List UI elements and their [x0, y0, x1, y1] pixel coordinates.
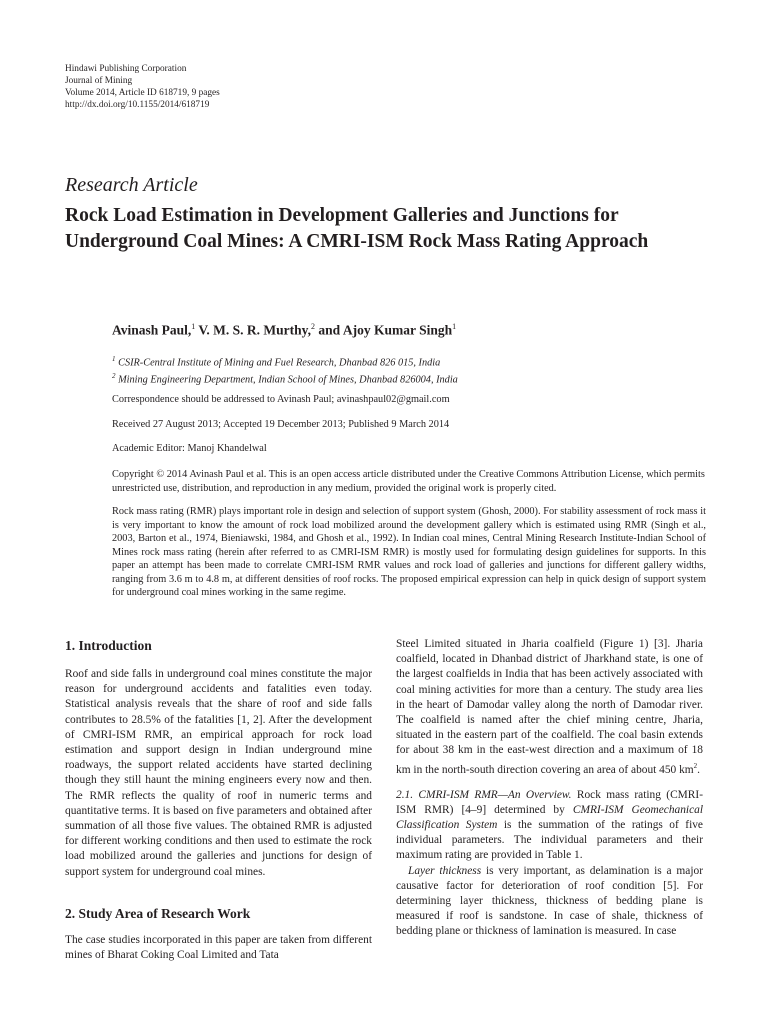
- text-run: ) [3]. Jharia coalfield, located in Dhanbad district of Jharkhand state, is one of the largest coalfields in India that has been actively associated with coal mining activities for more than a century. The study area lies in the heart of Damodar valley along the north of Damodar river. The coalfield is named after the chief mining centre, Jharia, situated in the eastern part of the coalfield. The coal basin extends for about 38 km in the east-west direction and a maximum of 18 km in the north-south direction covering an area of about 450 km: [396, 638, 703, 776]
- affiliation-marker: 1: [191, 322, 196, 331]
- author-name: V. M. S. R. Murthy,: [195, 322, 312, 338]
- right-column: [396, 637, 703, 940]
- text-run: .: [579, 849, 583, 862]
- doi-link[interactable]: http://dx.doi.org/10.1155/2014/618719: [65, 100, 210, 110]
- paper-title: Rock Load Estimation in Development Galleries and Junctions for Underground Coal Mines: A CMRI-ISM Rock Mass Rating Approach: [65, 205, 649, 252]
- table-link[interactable]: Table 1: [546, 849, 580, 862]
- affiliation-text: Mining Engineering Department, Indian School of Mines, Dhanbad 826004, India: [115, 374, 458, 386]
- affiliation-1: [112, 352, 440, 370]
- superscript: 2: [693, 761, 698, 770]
- text-run: CMRI-ISM Geomechanical Classification System: [396, 803, 704, 832]
- author-name: Avinash Paul,: [112, 322, 192, 338]
- affiliation-number: 2: [112, 372, 116, 380]
- text-run: .: [697, 763, 701, 776]
- publication-dates: Received 27 August 2013; Accepted 19 December 2013; Published 9 March 2014: [112, 419, 450, 430]
- author-name: and Ajoy Kumar Singh: [315, 322, 453, 338]
- affiliation-text: CSIR-Central Institute of Mining and Fuel Research, Dhanbad 826 015, India: [115, 357, 441, 369]
- paragraph: [396, 637, 703, 778]
- paragraph: The case studies incorporated in this paper are taken from different mines of Bharat Coking Coal Limited and Tata: [65, 934, 372, 962]
- text-run: is very important, as delamination is a major causative factor for deterioration of roof condition [5]. For determining layer thickness, thickness of bedding plane is measured if roof is sandstone. In case of shale, thickness of bedding plane or thickness of lamination is measured. In case: [396, 864, 703, 938]
- text-run: is the summation of the ratings of five individual parameters. The individual parameters and their maximum rating are provided in: [396, 819, 703, 862]
- publisher-name: Hindawi Publishing Corporation: [65, 64, 187, 74]
- affiliation-marker: 2: [311, 322, 316, 331]
- paragraph: [396, 864, 703, 940]
- author-list: [112, 322, 456, 339]
- text-run: Steel Limited situated in Jharia coalfield (: [396, 638, 604, 650]
- journal-name: Journal of Mining: [65, 76, 133, 86]
- subsection-heading: 2.1. CMRI-ISM RMR—An Overview.: [396, 788, 572, 801]
- affiliation-marker: 1: [452, 322, 457, 331]
- affiliation-number: 1: [112, 355, 116, 363]
- figure-link[interactable]: Figure 1: [603, 638, 645, 650]
- publication-info: [65, 63, 220, 111]
- text-run: Rock mass rating (CMRI-ISM RMR) [4–9] determined by: [396, 788, 703, 816]
- introduction-text: [65, 667, 372, 880]
- paragraph: Roof and side falls in underground coal mines constitute the major reason for underground accidents and fatalities even today. Statistical analysis reveals that the share of roof and side falls contributes to 28.5% of the fatalities [1, 2]. After the development of CMRI-ISM RMR, an empirical approach for rock load estimation and support design in Indian underground mine roadways, the support related accidents have started declining though they still haunt the mining engineers every now and then. The RMR reflects the quality of roof in numeric terms and quantitative terms. It is based on five parameters and obtained after summation of all those five values. The obtained RMR is adjusted for different working conditions and then used to estimate the rock load mobilized around the galleries and junctions for design of support system for underground coal mines.: [65, 668, 372, 878]
- correspondence: Correspondence should be addressed to Avinash Paul; avinashpaul02@gmail.com: [112, 394, 450, 405]
- academic-editor: Academic Editor: Manoj Khandelwal: [112, 443, 267, 454]
- text-run: Layer thickness: [408, 864, 482, 877]
- affiliation-2: [112, 369, 458, 387]
- abstract: Rock mass rating (RMR) plays important role in design and selection of support system (Ghosh, 2000). For stability assessment of rock mass it is very important to know the amount of rock load mobilized around the development gallery which is estimated using RMR (Singh et al., 2003, Barton et al., 1974, Bieniawski, 1984, and Ghosh et al., 1992). In Indian coal mines, Central Mining Research Institute-Indian School of Mines rock mass rating (herein after referred to as CMRI-ISM RMR) is mostly used for formulating design guidelines for supports. In this paper an attempt has been made to correlate CMRI-ISM RMR values and rock load of galleries and junctions for different gallery widths, ranging from 3.6 m to 4.8 m, at different densities of roof rocks. The proposed empirical expression can help in quick design of support system for underground coal mines working in the same regime.: [112, 506, 706, 598]
- paragraph: [396, 788, 703, 864]
- study-area-text: [65, 933, 372, 963]
- copyright-notice: Copyright © 2014 Avinash Paul et al. This is an open access article distributed under the Creative Commons Attribution License, which permits unrestricted use, distribution, and reproduction in any medium, provided the original work is properly cited.: [112, 469, 705, 494]
- section-heading-study-area: 2. Study Area of Research Work: [65, 906, 251, 921]
- volume-info: Volume 2014, Article ID 618719, 9 pages: [65, 88, 220, 98]
- article-type: Research Article: [65, 174, 198, 196]
- section-heading-introduction: 1. Introduction: [65, 638, 152, 653]
